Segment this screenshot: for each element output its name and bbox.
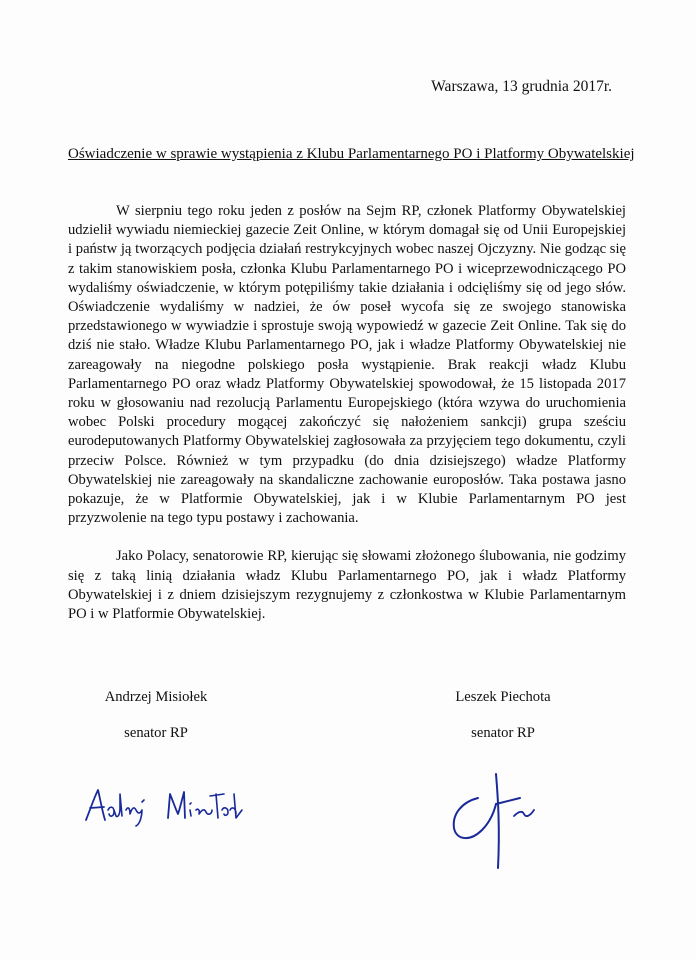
letter-title: Oświadczenie w sprawie wystąpienia z Klubu Parlamentarnego PO i Platformy Obywatelskiej (68, 146, 635, 162)
signatory-left (96, 689, 216, 742)
letter-date: Warszawa, 13 grudnia 2017r. (431, 78, 612, 95)
handwritten-signature-left (78, 780, 248, 830)
signatory-name: Andrzej Misiołek (104, 689, 208, 705)
signatory-name: Leszek Piechota (455, 689, 551, 705)
paragraph-1: W sierpniu tego roku jeden z posłów na Sejm RP, członek Platformy Obywatelskiej udzielił wywiadu niemieckiej gazecie Zeit Online, w którym domagał się od Unii Europejskiej i państw ją tworzących podjęcia działań restrykcyjnych wobec naszej Ojczyzny. Nie godząc się z takim stanowiskiem posła, członka Klubu Parlamentarnego PO i wiceprzewodniczącego PO wydaliśmy oświadczenie, w którym potępiliśmy takie działania i odcięliśmy się od jego słów. Oświadczenie wydaliśmy w nadziei, że ów poseł wycofa się ze swojego stanowiska przedstawionego w wywiadzie i sprostuje swoją wypowiedź w gazecie Zeit Online. Tak się do dziś nie stało. Władze Klubu Parlamentarnego PO, jak i władze Platformy Obywatelskiej nie zareagowały na niegodne polskiego posła wystąpienie. Brak reakcji władz Klubu Parlamentarnego PO oraz władz Platformy Obywatelskiej spowodował, że 15 listopada 2017 roku w głosowaniu nad rezolucją Parlamentu Europejskiego (która wzywa do uruchomienia wobec Polski procedury mogącej zakończyć się nałożeniem sankcji) grupa sześciu eurodeputowanych Platformy Obywatelskiej zagłosowała za przyjęciem tego dokumentu, czyli przeciw Polsce. Również w tym przypadku (do dnia dzisiejszego) władze Platformy Obywatelskiej nie zareagowały na skandaliczne zachowanie europosłów. Taka postawa jasno pokazuje, że w Platformie Obywatelskiej, jak i w Klubie Parlamentarnym PO jest przyzwolenie na tego typu postawy i zachowania. (68, 203, 626, 527)
paragraph-2: Jako Polacy, senatorowie RP, kierując się słowami złożonego ślubowania, nie godzimy się z taką linią działania władz Klubu Parlamentarnego PO, jak i władz Platformy Obywatelskiej i z dniem dzisiejszym rezygnujemy z członkostwa w Klubie Parlamentarnym PO i w Platformie Obywatelskiej. (68, 548, 626, 623)
signatory-right (438, 689, 568, 742)
signatory-role: senator RP (471, 725, 535, 741)
letter-body (68, 202, 626, 624)
signatory-role: senator RP (124, 725, 188, 741)
handwritten-signature-right (434, 768, 564, 876)
